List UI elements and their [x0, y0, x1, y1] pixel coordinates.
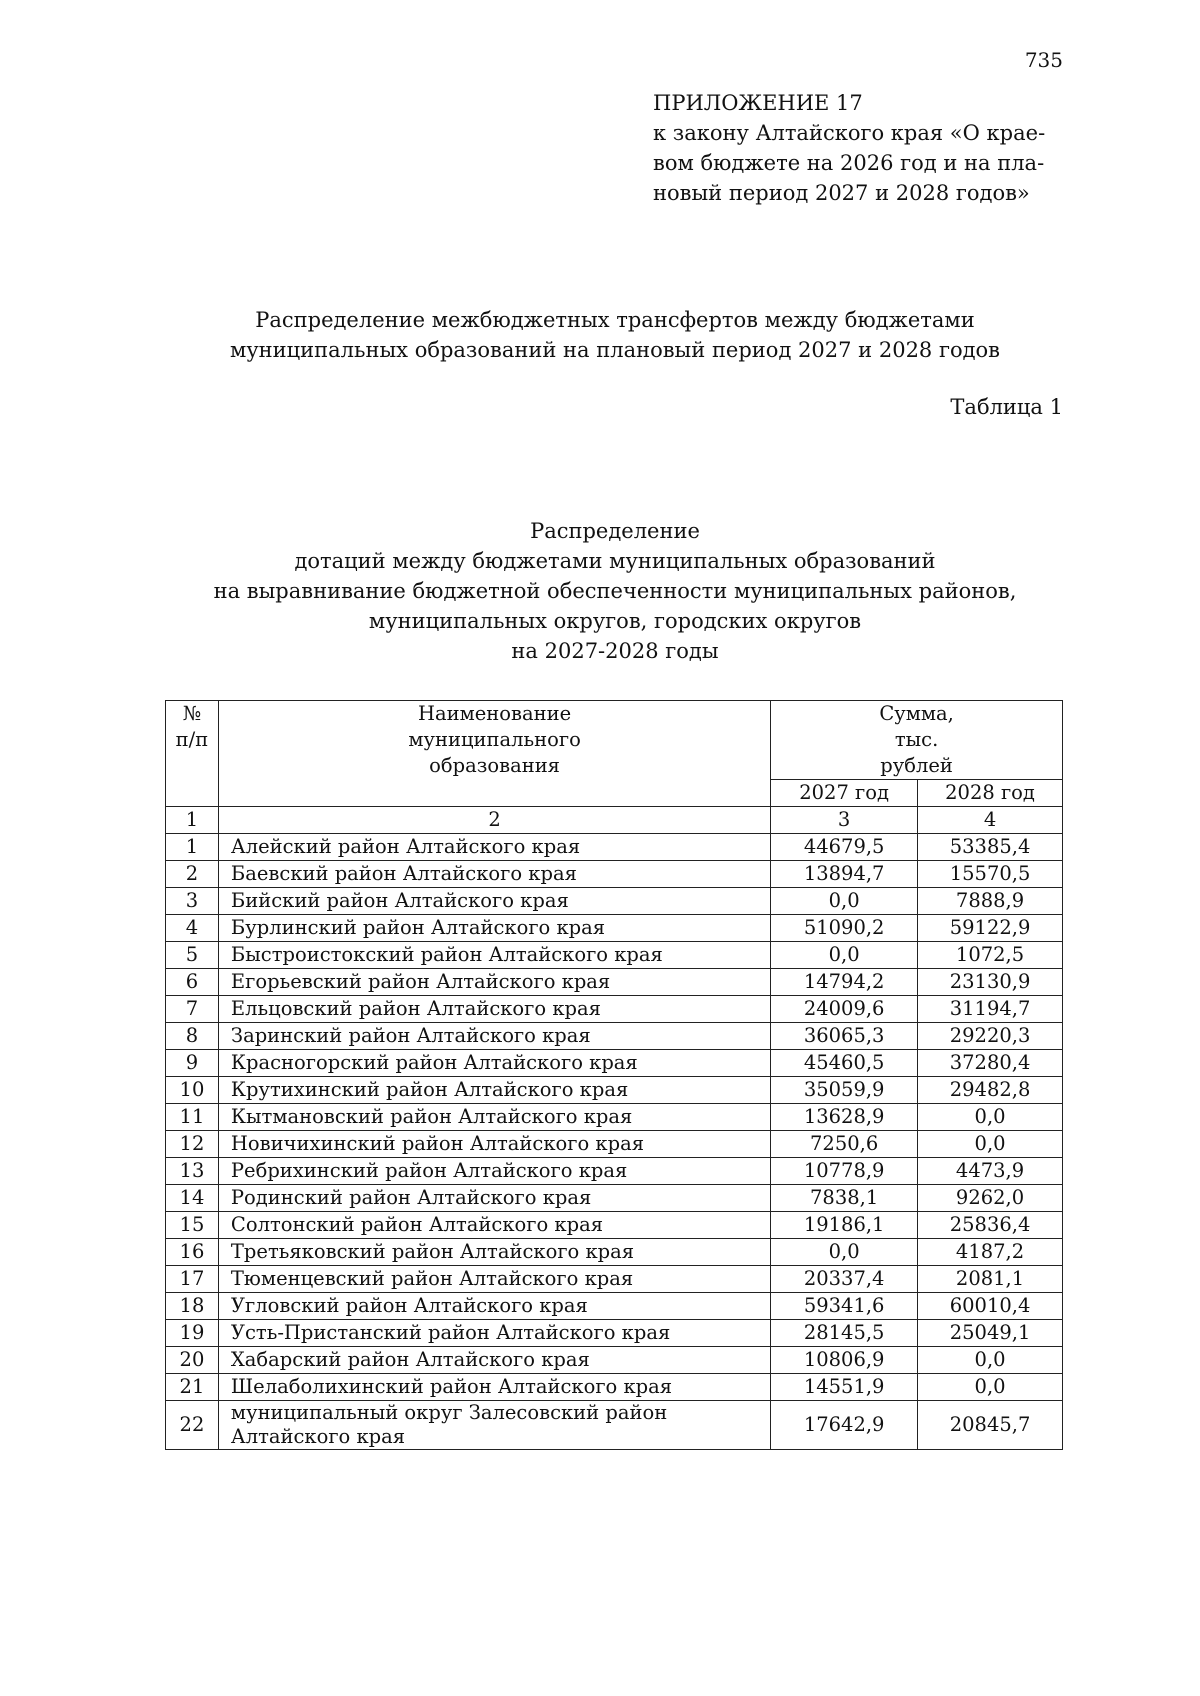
municipality-name: Красногорский район Алтайского края — [218, 1050, 770, 1077]
column-number: 2 — [218, 807, 770, 834]
amount-2027: 10806,9 — [771, 1347, 918, 1374]
row-number: 20 — [166, 1347, 219, 1374]
municipality-name: Солтонский район Алтайского края — [218, 1212, 770, 1239]
municipality-name: Новичихинский район Алтайского края — [218, 1131, 770, 1158]
table-row — [166, 1023, 1063, 1050]
column-number: 3 — [771, 807, 918, 834]
column-number: 4 — [918, 807, 1063, 834]
row-number: 11 — [166, 1104, 219, 1131]
amount-2027: 13628,9 — [771, 1104, 918, 1131]
table-row — [166, 1158, 1063, 1185]
amount-2028: 0,0 — [918, 1374, 1063, 1401]
amount-2027: 7250,6 — [771, 1131, 918, 1158]
appendix-title: ПРИЛОЖЕНИЕ 17 — [653, 91, 863, 115]
amount-2027: 45460,5 — [771, 1050, 918, 1077]
municipality-name: Ельцовский район Алтайского края — [218, 996, 770, 1023]
table-row — [166, 942, 1063, 969]
header-number: № п/п — [166, 701, 219, 807]
table-label: Таблица 1 — [950, 395, 1063, 419]
municipality-name: Родинский район Алтайского края — [218, 1185, 770, 1212]
row-number: 1 — [166, 834, 219, 861]
municipality-name: Баевский район Алтайского края — [218, 861, 770, 888]
amount-2027: 17642,9 — [771, 1401, 918, 1450]
municipality-name: Быстроистокский район Алтайского края — [218, 942, 770, 969]
amount-2027: 14551,9 — [771, 1374, 918, 1401]
table-row — [166, 1320, 1063, 1347]
municipality-name: Третьяковский район Алтайского края — [218, 1239, 770, 1266]
document-title-line: Распределение межбюджетных трансфертов между бюджетами — [255, 308, 975, 332]
table-row — [166, 1401, 1063, 1450]
row-number: 22 — [166, 1401, 219, 1450]
table-row — [166, 888, 1063, 915]
table-row — [166, 1266, 1063, 1293]
table-row — [166, 1131, 1063, 1158]
amount-2027: 0,0 — [771, 942, 918, 969]
appendix-header — [653, 88, 1045, 208]
amount-2027: 20337,4 — [771, 1266, 918, 1293]
row-number: 7 — [166, 996, 219, 1023]
row-number: 13 — [166, 1158, 219, 1185]
row-number: 6 — [166, 969, 219, 996]
table-title-line: муниципальных округов, городских округов — [368, 609, 862, 633]
subsidy-table — [165, 700, 1063, 1450]
table-row — [166, 1239, 1063, 1266]
amount-2028: 59122,9 — [918, 915, 1063, 942]
row-number: 5 — [166, 942, 219, 969]
row-number: 21 — [166, 1374, 219, 1401]
table-row — [166, 996, 1063, 1023]
municipality-name: Кытмановский район Алтайского края — [218, 1104, 770, 1131]
row-number: 15 — [166, 1212, 219, 1239]
row-number: 9 — [166, 1050, 219, 1077]
amount-2028: 4187,2 — [918, 1239, 1063, 1266]
row-number: 16 — [166, 1239, 219, 1266]
row-number: 19 — [166, 1320, 219, 1347]
amount-2028: 1072,5 — [918, 942, 1063, 969]
appendix-line: новый период 2027 и 2028 годов» — [653, 181, 1030, 205]
table-title-line: на 2027-2028 годы — [511, 639, 719, 663]
amount-2028: 23130,9 — [918, 969, 1063, 996]
amount-2027: 24009,6 — [771, 996, 918, 1023]
amount-2028: 2081,1 — [918, 1266, 1063, 1293]
table-row — [166, 1347, 1063, 1374]
table-row — [166, 1293, 1063, 1320]
table-title — [0, 516, 1200, 666]
table-row — [166, 1050, 1063, 1077]
amount-2028: 0,0 — [918, 1104, 1063, 1131]
row-number: 12 — [166, 1131, 219, 1158]
amount-2028: 29220,3 — [918, 1023, 1063, 1050]
amount-2027: 14794,2 — [771, 969, 918, 996]
amount-2028: 9262,0 — [918, 1185, 1063, 1212]
amount-2028: 0,0 — [918, 1131, 1063, 1158]
row-number: 4 — [166, 915, 219, 942]
document-title-line: муниципальных образований на плановый период 2027 и 2028 годов — [229, 338, 1001, 362]
amount-2028: 37280,4 — [918, 1050, 1063, 1077]
municipality-name: Бурлинский район Алтайского края — [218, 915, 770, 942]
appendix-line: вом бюджете на 2026 год и на пла- — [653, 151, 1045, 175]
row-number: 14 — [166, 1185, 219, 1212]
table-row — [166, 1104, 1063, 1131]
municipality-name: Угловский район Алтайского края — [218, 1293, 770, 1320]
municipality-name: Усть-Пристанский район Алтайского края — [218, 1320, 770, 1347]
amount-2027: 51090,2 — [771, 915, 918, 942]
amount-2027: 59341,6 — [771, 1293, 918, 1320]
row-number: 3 — [166, 888, 219, 915]
amount-2028: 53385,4 — [918, 834, 1063, 861]
table-row — [166, 861, 1063, 888]
row-number: 17 — [166, 1266, 219, 1293]
row-number: 10 — [166, 1077, 219, 1104]
municipality-name: Егорьевский район Алтайского края — [218, 969, 770, 996]
header-2028: 2028 год — [918, 780, 1063, 807]
amount-2028: 31194,7 — [918, 996, 1063, 1023]
amount-2027: 7838,1 — [771, 1185, 918, 1212]
amount-2027: 36065,3 — [771, 1023, 918, 1050]
table-row — [166, 969, 1063, 996]
table-row — [166, 1212, 1063, 1239]
municipality-name: Заринский район Алтайского края — [218, 1023, 770, 1050]
table-row — [166, 1374, 1063, 1401]
municipality-name: Шелаболихинский район Алтайского края — [218, 1374, 770, 1401]
header-name: Наименование муниципального образования — [218, 701, 770, 807]
amount-2028: 20845,7 — [918, 1401, 1063, 1450]
municipality-name: Бийский район Алтайского края — [218, 888, 770, 915]
table-row — [166, 915, 1063, 942]
amount-2028: 29482,8 — [918, 1077, 1063, 1104]
page-number: 735 — [1024, 48, 1063, 72]
document-title — [0, 305, 1200, 365]
amount-2027: 28145,5 — [771, 1320, 918, 1347]
amount-2028: 15570,5 — [918, 861, 1063, 888]
amount-2027: 35059,9 — [771, 1077, 918, 1104]
amount-2027: 13894,7 — [771, 861, 918, 888]
amount-2028: 25049,1 — [918, 1320, 1063, 1347]
amount-2027: 44679,5 — [771, 834, 918, 861]
table-row — [166, 834, 1063, 861]
municipality-name: муниципальный округ Залесовский район Алтайского края — [218, 1401, 770, 1450]
row-number: 8 — [166, 1023, 219, 1050]
amount-2027: 0,0 — [771, 1239, 918, 1266]
amount-2028: 4473,9 — [918, 1158, 1063, 1185]
column-number: 1 — [166, 807, 219, 834]
row-number: 2 — [166, 861, 219, 888]
table-title-line: Распределение — [530, 519, 700, 543]
amount-2028: 0,0 — [918, 1347, 1063, 1374]
amount-2027: 10778,9 — [771, 1158, 918, 1185]
municipality-name: Крутихинский район Алтайского края — [218, 1077, 770, 1104]
appendix-line: к закону Алтайского края «О крае- — [653, 121, 1046, 145]
table-row — [166, 1077, 1063, 1104]
municipality-name: Ребрихинский район Алтайского края — [218, 1158, 770, 1185]
amount-2028: 60010,4 — [918, 1293, 1063, 1320]
amount-2027: 19186,1 — [771, 1212, 918, 1239]
row-number: 18 — [166, 1293, 219, 1320]
header-2027: 2027 год — [771, 780, 918, 807]
amount-2028: 7888,9 — [918, 888, 1063, 915]
amount-2027: 0,0 — [771, 888, 918, 915]
municipality-name: Хабарский район Алтайского края — [218, 1347, 770, 1374]
table-row — [166, 1185, 1063, 1212]
header-sum: Сумма, тыс. рублей — [771, 701, 1063, 780]
table-title-line: дотаций между бюджетами муниципальных образований — [294, 549, 936, 573]
municipality-name: Тюменцевский район Алтайского края — [218, 1266, 770, 1293]
table-title-line: на выравнивание бюджетной обеспеченности муниципальных районов, — [213, 579, 1017, 603]
amount-2028: 25836,4 — [918, 1212, 1063, 1239]
municipality-name: Алейский район Алтайского края — [218, 834, 770, 861]
